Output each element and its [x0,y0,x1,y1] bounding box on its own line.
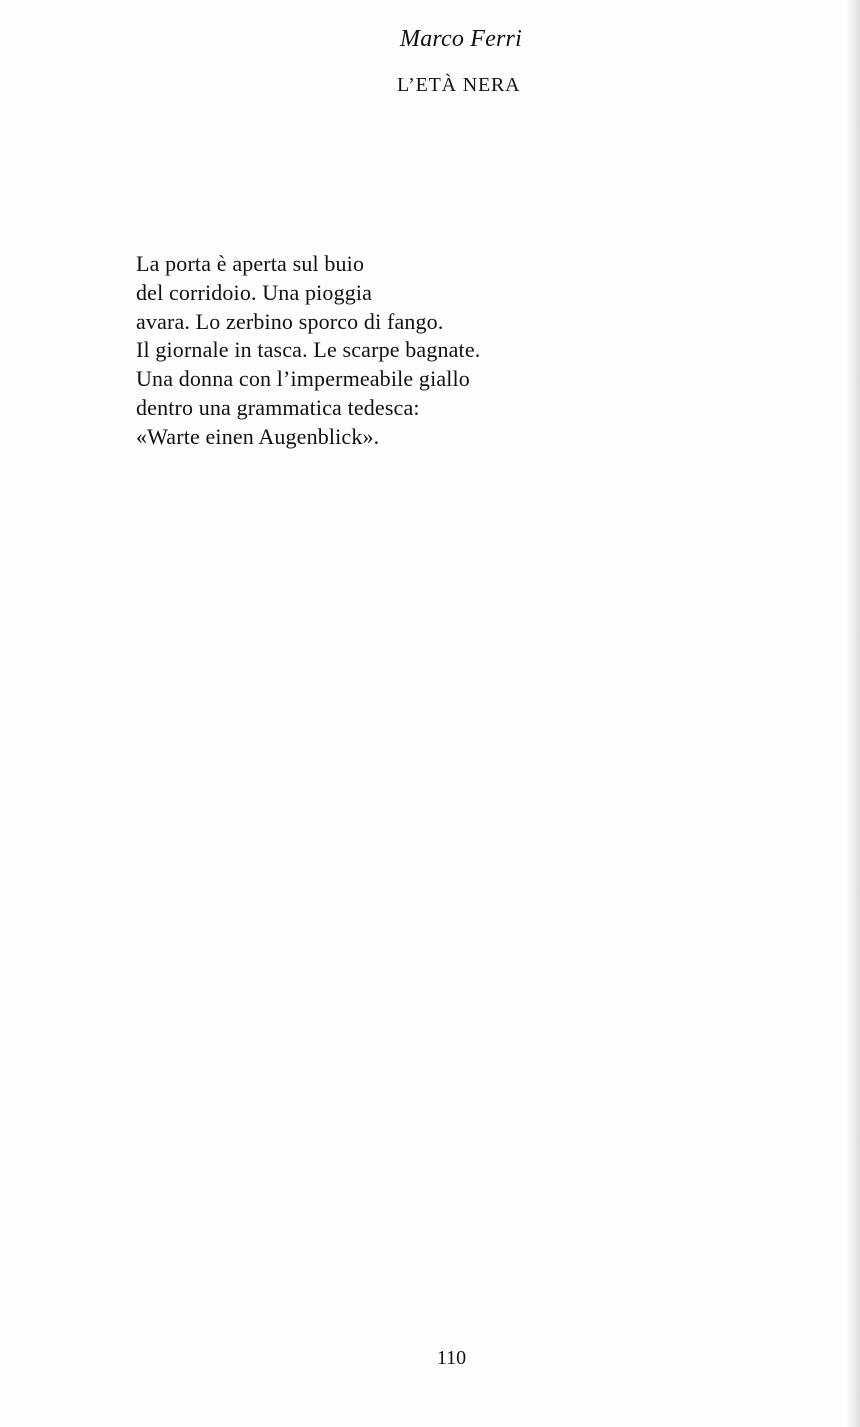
page-edge-shadow [846,0,860,1427]
poem-line: avara. Lo zerbino sporco di fango. [136,308,444,334]
poem-body [136,250,656,452]
poem-line: dentro una grammatica tedesca: [136,394,420,420]
poem-line: «Warte einen Augenblick». [136,423,380,449]
author-name: Marco Ferri [400,26,522,52]
poem-line: Il giornale in tasca. Le scarpe bagnate. [136,337,481,363]
poem-line: Una donna con l’impermeabile giallo [136,366,470,392]
poem-title: L’ETÀ NERA [397,74,521,96]
poem-line: del corridoio. Una pioggia [136,279,373,305]
page-number: 110 [436,1347,467,1369]
poem-line: La porta è aperta sul buio [136,251,365,276]
